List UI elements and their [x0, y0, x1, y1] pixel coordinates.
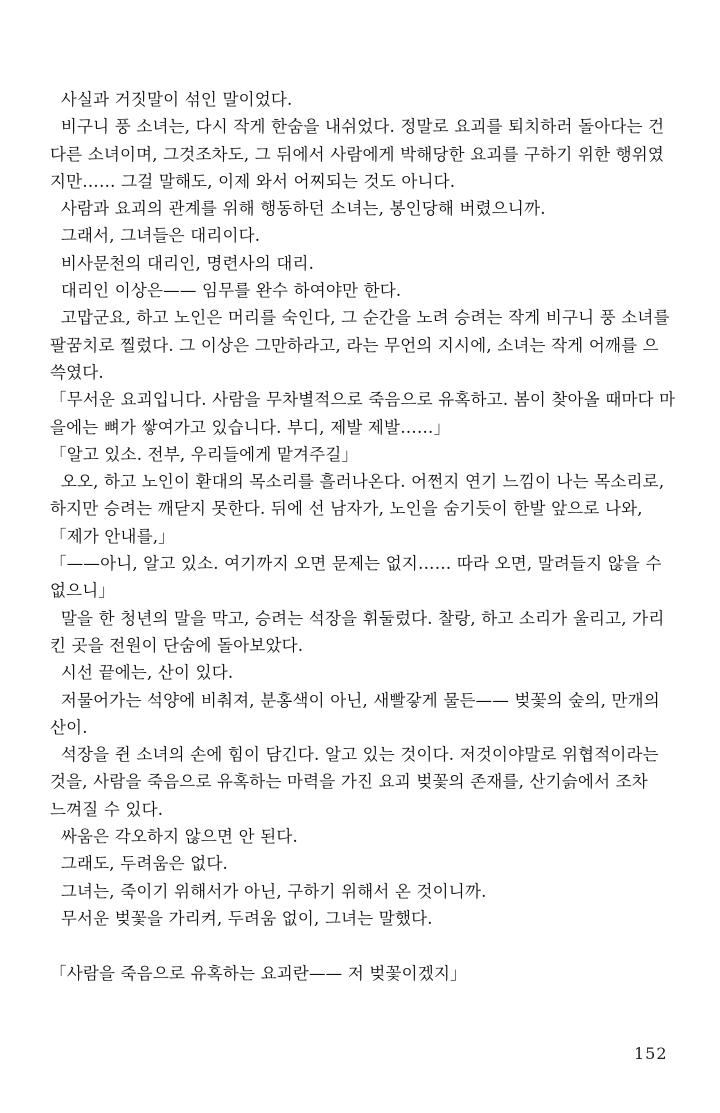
text-line: 그래도, 두려움은 없다.: [50, 854, 228, 874]
body-text: [50, 86, 690, 987]
text-line: 사람과 요괴의 관계를 위해 행동하던 소녀는, 봉인당해 버렸으니까.: [50, 199, 546, 219]
text-line: 「제가 안내를,」: [50, 526, 175, 546]
text-line: 「사람을 죽음으로 유혹하는 요괴란—— 저 벚꽃이겠지」: [50, 963, 467, 983]
text-line: 쓱였다.: [50, 362, 104, 382]
text-line: 오오, 하고 노인이 환대의 목소리를 흘러나온다. 어쩐지 연기 느낌이 나는 목소리로,: [50, 472, 665, 492]
text-line: 사실과 거짓말이 섞인 말이었다.: [50, 90, 293, 109]
text-line: 「——아니, 알고 있소. 여기까지 오면 문제는 없지…… 따라 오면, 말려들지 않을 수: [50, 554, 662, 574]
text-line: 지만…… 그걸 말해도, 이제 와서 어찌되는 것도 아니다.: [50, 171, 456, 191]
text-line: 시선 끝에는, 산이 있다.: [50, 663, 234, 683]
text-line: 저물어가는 석양에 비춰져, 분홍색이 아닌, 새빨갛게 물든—— 벚꽃의 숲의, 만개의: [50, 690, 660, 710]
text-line: 고맙군요, 하고 노인은 머리를 숙인다, 그 순간을 노려 승려는 작게 비구니 풍 소녀를: [50, 308, 670, 328]
text-line: 대리인 이상은—— 임무를 완수 하여야만 한다.: [50, 281, 402, 301]
text-line: 그녀는, 죽이기 위해서가 아닌, 구하기 위해서 온 것이니까.: [50, 881, 487, 901]
text-line: 그래서, 그녀들은 대리이다.: [50, 226, 261, 246]
text-line: 비사문천의 대리인, 명련사의 대리.: [50, 253, 315, 273]
text-line: 말을 한 청년의 말을 막고, 승려는 석장을 휘둘렀다. 찰랑, 하고 소리가 울리고, 가리: [50, 608, 665, 628]
page-number: 152: [634, 1044, 668, 1063]
text-line: 것을, 사람을 죽음으로 유혹하는 마력을 가진 요괴 벚꽃의 존재를, 산기슭에서 조차: [50, 772, 648, 792]
text-line: 다른 소녀이며, 그것조차도, 그 뒤에서 사람에게 박해당한 요괴를 구하기 위한 행위였: [50, 144, 665, 164]
text-line: 산이.: [50, 717, 88, 737]
text-line: 느껴질 수 있다.: [50, 799, 164, 819]
paragraph-gap: [50, 932, 690, 959]
text-line: 을에는 뼈가 쌓여가고 있습니다. 부디, 제발 제발……」: [50, 417, 451, 437]
text-line: 비구니 풍 소녀는, 다시 작게 한숨을 내쉬었다. 정말로 요괴를 퇴치하러 돌아다는 건: [50, 117, 665, 137]
text-line: 「무서운 요괴입니다. 사람을 무차별적으로 죽음으로 유혹하고. 봄이 찾아올 때마다 마: [50, 390, 676, 410]
text-line: 없으니」: [50, 581, 116, 601]
text-line: 킨 곳을 전원이 단숨에 돌아보았다.: [50, 635, 304, 655]
text-line: 팔꿈치로 찔렀다. 그 이상은 그만하라고, 라는 무언의 지시에, 소녀는 작게 어깨를 으: [50, 335, 659, 355]
text-line: 무서운 벚꽃을 가리켜, 두려움 없이, 그녀는 말했다.: [50, 908, 433, 928]
text-line: 싸움은 각오하지 않으면 안 된다.: [50, 827, 298, 847]
text-line: 석장을 쥔 소녀의 손에 힘이 담긴다. 알고 있는 것이다. 저것이야말로 위협적이라는: [50, 745, 659, 765]
text-line: 「알고 있소. 전부, 우리들에게 맡겨주길」: [50, 444, 359, 464]
text-line: 하지만 승려는 깨닫지 못한다. 뒤에 선 남자가, 노인을 숨기듯이 한발 앞으로 나와,: [50, 499, 643, 519]
